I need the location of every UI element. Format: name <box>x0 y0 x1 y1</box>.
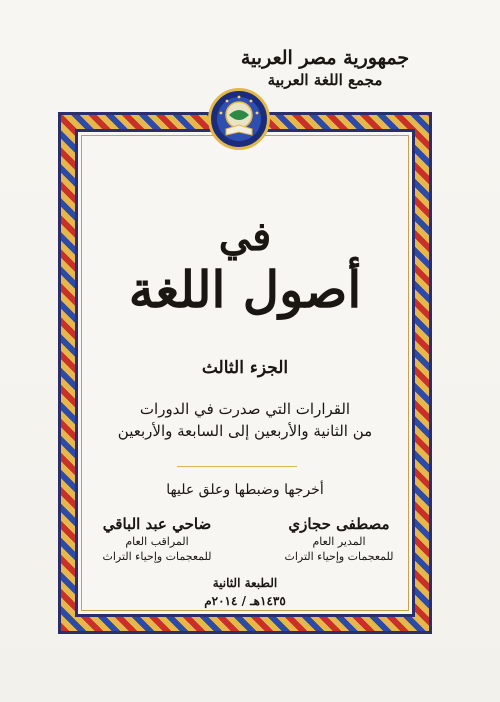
academy-name: مجمع اللغة العربية <box>267 71 383 89</box>
volume-label: الجزء الثالث <box>201 358 289 378</box>
book-description <box>102 398 388 442</box>
cover-content <box>72 126 418 620</box>
edition-info <box>72 574 418 610</box>
description-line-2: من الثانية والأربعين إلى السابعة والأربعين <box>117 422 373 440</box>
editor-1-department: للمعجمات وإحياء التراث <box>284 550 394 563</box>
country-name: جمهورية مصر العربية <box>240 47 410 69</box>
editor-2 <box>82 514 232 564</box>
divider <box>177 466 297 467</box>
editor-2-department: للمعجمات وإحياء التراث <box>102 550 212 563</box>
edited-by-label: أخرجها وضبطها وعلق عليها <box>166 482 324 498</box>
editor-2-role: المراقب العام <box>125 535 189 548</box>
title-preposition: في <box>218 213 272 260</box>
editor-1-name: مصطفى حجازي <box>288 515 390 533</box>
edition-label: الطبعة الثانية <box>212 576 278 590</box>
editor-1 <box>264 514 414 564</box>
edition-date: ١٤٣٥هـ / ٢٠١٤م <box>204 594 286 608</box>
description-line-1: القرارات التي صدرت في الدورات <box>139 400 351 418</box>
editor-1-role: المدير العام <box>312 535 366 548</box>
editor-2-name: ضاحي عبد الباقي <box>102 515 212 533</box>
book-title: أصول اللغة <box>128 260 362 319</box>
publisher-header <box>210 46 440 90</box>
